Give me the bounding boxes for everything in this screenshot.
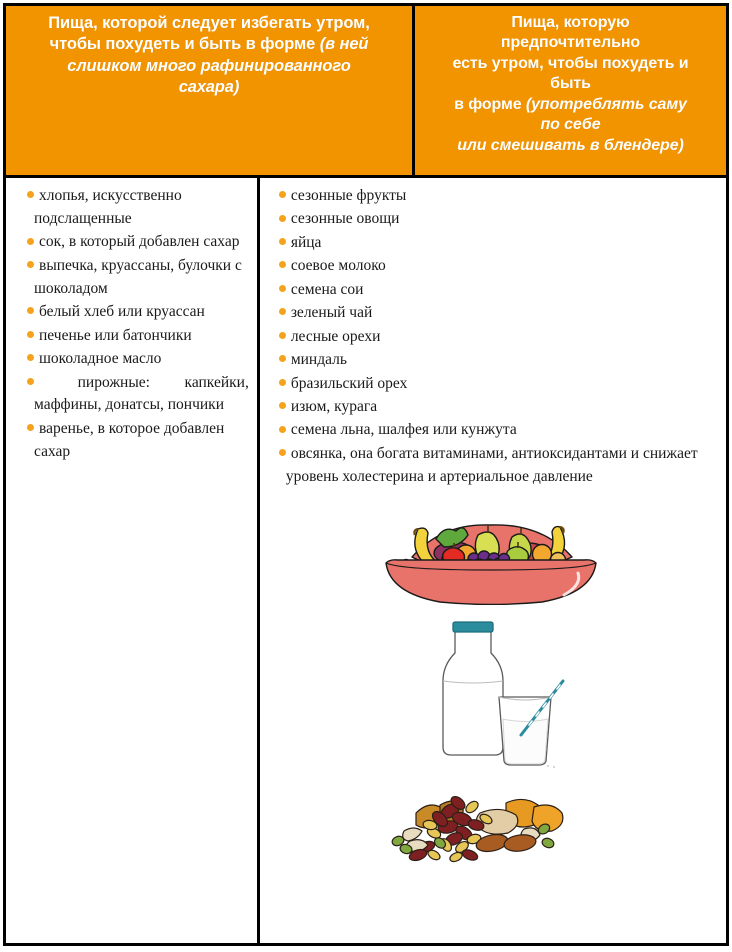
list-item-label: миндаль bbox=[290, 351, 347, 369]
table-header-row bbox=[6, 6, 726, 175]
list-item bbox=[266, 279, 716, 302]
list-item-label: зеленый чай bbox=[290, 304, 373, 322]
header-right-line2: предпочтительно bbox=[500, 34, 641, 52]
list-item bbox=[266, 419, 716, 442]
bullet-icon bbox=[27, 191, 34, 198]
list-item bbox=[10, 418, 249, 464]
bullet-icon bbox=[279, 449, 286, 456]
header-cell-foods-to-avoid bbox=[6, 6, 415, 175]
list-item-label: сезонные фрукты bbox=[290, 187, 407, 204]
bullet-icon bbox=[279, 426, 286, 433]
header-right-line1: Пища, которую bbox=[511, 14, 630, 31]
table-body-row bbox=[6, 175, 726, 943]
body-cell-foods-to-avoid bbox=[6, 178, 260, 943]
foods-to-avoid-list bbox=[10, 185, 249, 464]
body-cell-foods-preferred bbox=[260, 178, 726, 943]
list-item bbox=[10, 255, 249, 301]
list-item-label: лесные орехи bbox=[290, 327, 381, 345]
list-item bbox=[10, 325, 249, 348]
header-left-line1: Пища, которой следует избегать утром, bbox=[48, 14, 370, 32]
bullet-icon bbox=[279, 308, 286, 315]
list-item bbox=[266, 232, 716, 255]
header-cell-foods-preferred bbox=[415, 6, 726, 175]
list-item bbox=[266, 373, 716, 396]
list-item-label: печенье или батончики bbox=[39, 326, 192, 344]
list-item-label: сезонные овощи bbox=[290, 210, 400, 228]
header-text-right bbox=[452, 13, 688, 156]
list-item bbox=[10, 185, 249, 231]
list-item-label: яйца bbox=[290, 233, 322, 251]
bullet-icon bbox=[279, 355, 286, 362]
list-item bbox=[266, 443, 716, 489]
list-item bbox=[266, 326, 716, 349]
list-item-label: шоколадное масло bbox=[39, 350, 162, 368]
milk-bottle-and-glass-illustration bbox=[411, 619, 571, 769]
list-item-label: варенье, в которое добавлен сахар bbox=[34, 419, 225, 460]
list-item-label: семена сои bbox=[290, 280, 364, 298]
bullet-icon bbox=[27, 261, 34, 268]
header-text-left bbox=[48, 13, 370, 99]
list-item bbox=[266, 302, 716, 325]
list-item-label: овсянка, она богата витаминами, антиоксидантами и снижает уровень холестерина и артериальное давление bbox=[285, 444, 698, 485]
table-frame bbox=[3, 3, 729, 946]
header-left-line2-italic: (в ней bbox=[319, 35, 369, 54]
mixed-nuts-illustration bbox=[388, 785, 594, 865]
bullet-icon bbox=[27, 424, 34, 431]
list-item bbox=[10, 301, 249, 324]
foods-preferred-list bbox=[266, 185, 716, 489]
list-item bbox=[266, 185, 716, 208]
list-item-label: семена льна, шалфея или кунжута bbox=[290, 421, 517, 439]
list-item-label: белый хлеб или круассан bbox=[39, 303, 205, 321]
list-item-label: сок, в который добавлен сахар bbox=[39, 233, 240, 251]
header-right-line3: есть утром, чтобы похудеть и bbox=[452, 54, 689, 72]
list-item bbox=[10, 372, 249, 418]
header-left-line2: чтобы похудеть и быть в форме bbox=[49, 35, 320, 54]
bullet-icon bbox=[279, 238, 286, 245]
list-item-label: пирожные: капкейки, маффины, донатсы, пончики bbox=[34, 373, 249, 414]
bullet-icon bbox=[279, 191, 286, 198]
bullet-icon bbox=[279, 402, 286, 409]
bullet-icon bbox=[27, 378, 34, 385]
bullet-icon bbox=[279, 215, 286, 222]
illustrations-container bbox=[266, 511, 716, 865]
bullet-icon bbox=[27, 331, 34, 338]
list-item bbox=[266, 396, 716, 419]
list-item-label: соевое молоко bbox=[290, 257, 386, 275]
header-right-line6: по себе bbox=[540, 116, 601, 134]
list-item-label: изюм, курага bbox=[290, 397, 378, 415]
fruit-bowl-illustration bbox=[382, 513, 600, 605]
header-right-line5-italic: (употреблять саму bbox=[525, 95, 687, 113]
bullet-icon bbox=[279, 332, 286, 339]
list-item bbox=[10, 348, 249, 371]
header-right-line5: в форме bbox=[454, 95, 526, 113]
header-left-line4: сахара) bbox=[178, 78, 240, 97]
bullet-icon bbox=[279, 379, 286, 386]
list-item bbox=[266, 208, 716, 231]
bullet-icon bbox=[279, 285, 286, 292]
header-left-line3: слишком много рафинированного bbox=[67, 56, 351, 75]
bullet-icon bbox=[27, 354, 34, 361]
list-item bbox=[266, 349, 716, 372]
list-item-label: хлопья, искусственно подслащенные bbox=[34, 187, 182, 227]
bullet-icon bbox=[27, 238, 34, 245]
list-item-label: выпечка, круассаны, булочки с шоколадом bbox=[34, 256, 242, 297]
header-right-line7: или смешивать в блендере) bbox=[457, 136, 684, 154]
bullet-icon bbox=[27, 307, 34, 314]
list-item bbox=[266, 255, 716, 278]
list-item bbox=[10, 231, 249, 254]
bullet-icon bbox=[279, 261, 286, 268]
header-right-line4: быть bbox=[550, 75, 591, 93]
list-item-label: бразильский орех bbox=[290, 374, 408, 392]
